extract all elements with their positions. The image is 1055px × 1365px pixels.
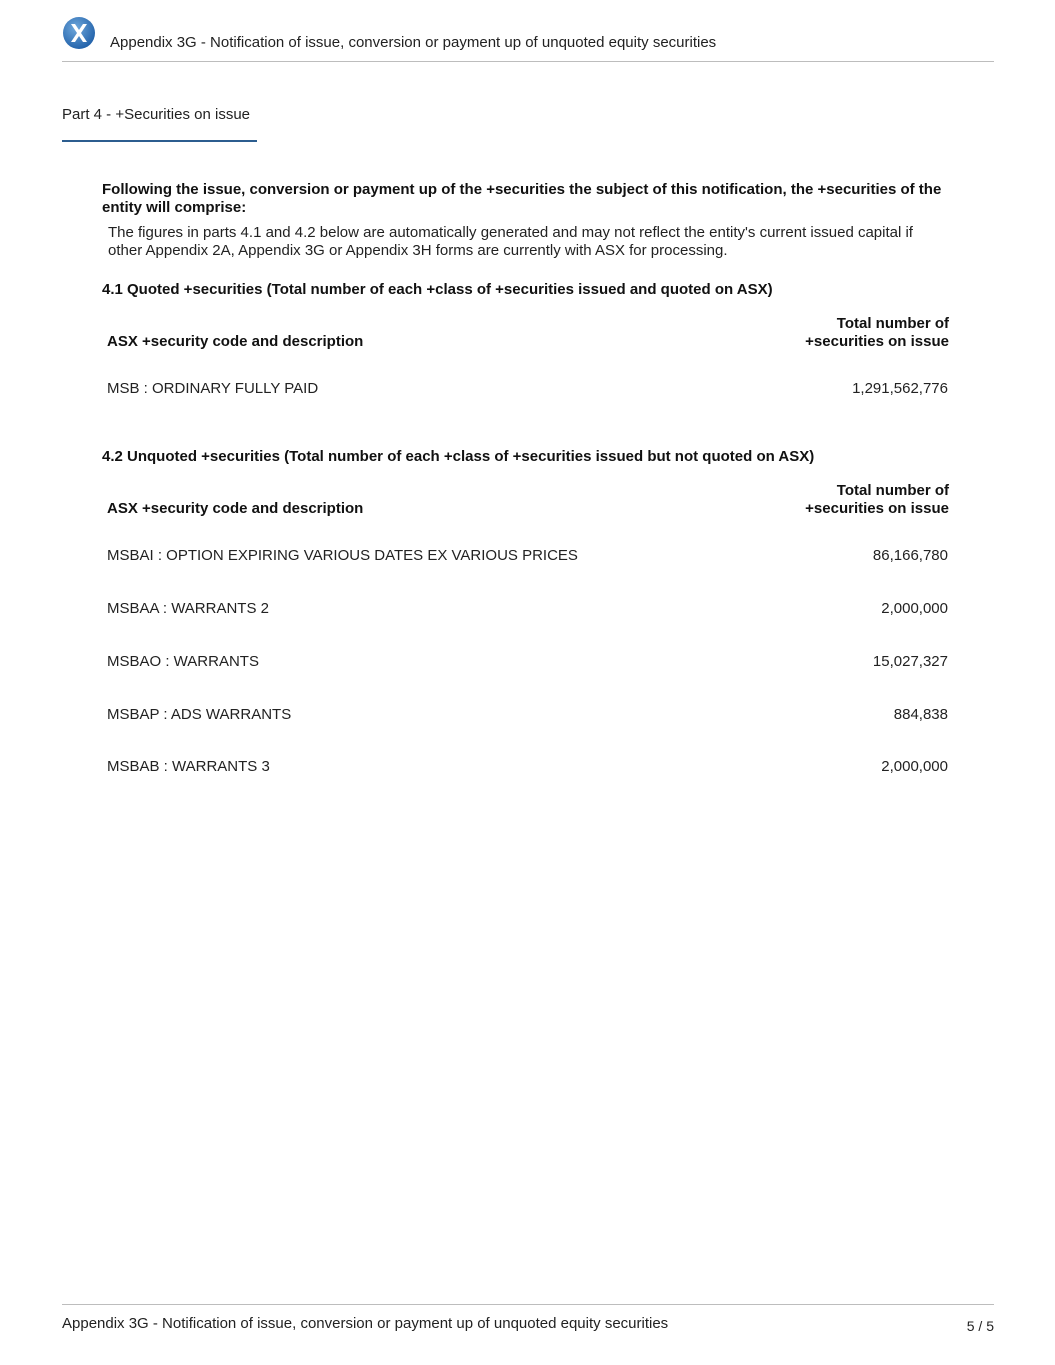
- security-total: 15,027,327: [872, 653, 948, 670]
- security-total: 86,166,780: [872, 547, 948, 564]
- table-row: [107, 706, 949, 726]
- page-number: 5 / 5: [966, 1318, 994, 1334]
- unquoted-col-description-header: ASX +security code and description: [107, 500, 364, 517]
- security-description: MSBAB : WARRANTS 3: [107, 758, 270, 775]
- unquoted-col-total-header: [805, 482, 949, 518]
- intro-statement: Following the issue, conversion or payment up of the +securities the subject of this notification, the +securities of the entity will comprise:: [102, 181, 942, 216]
- security-description: MSBAI : OPTION EXPIRING VARIOUS DATES EX VARIOUS PRICES: [107, 547, 578, 564]
- intro-note: The figures in parts 4.1 and 4.2 below are automatically generated and may not reflect the entity's current issued capital if other Appendix 2A, Appendix 3G or Appendix 3H forms are currently with ASX for processing.: [108, 224, 913, 259]
- unquoted-col-total-header-line2: +securities on issue: [805, 500, 949, 517]
- table-row: [107, 653, 949, 673]
- quoted-col-total-header-line2: +securities on issue: [805, 333, 949, 350]
- security-total: 1,291,562,776: [852, 380, 948, 397]
- quoted-col-total-header: [805, 315, 949, 351]
- security-description: MSBAO : WARRANTS: [107, 653, 259, 670]
- unquoted-col-total-header-line1: Total number of: [836, 482, 949, 499]
- asx-logo-icon: [62, 16, 96, 50]
- table-row: [107, 380, 949, 400]
- security-description: MSBAP : ADS WARRANTS: [107, 706, 292, 723]
- header-title: Appendix 3G - Notification of issue, conversion or payment up of unquoted equity securities: [110, 34, 717, 51]
- security-description: MSBAA : WARRANTS 2: [107, 600, 269, 617]
- security-total: 884,838: [893, 706, 948, 723]
- table-row: [107, 758, 949, 778]
- security-total: 2,000,000: [881, 758, 948, 775]
- footer-divider: [62, 1304, 994, 1305]
- table-row: [107, 600, 949, 620]
- security-total: 2,000,000: [881, 600, 948, 617]
- quoted-col-description-header: ASX +security code and description: [107, 333, 364, 350]
- page-header: [62, 14, 994, 62]
- table-row: [107, 547, 949, 567]
- quoted-col-total-header-line1: Total number of: [836, 315, 949, 332]
- part-4-tab: Part 4 - +Securities on issue: [62, 106, 251, 123]
- unquoted-securities-heading: 4.2 Unquoted +securities (Total number of each +class of +securities issued but not quoted on ASX): [102, 448, 815, 465]
- quoted-securities-heading: 4.1 Quoted +securities (Total number of each +class of +securities issued and quoted on ASX): [102, 281, 773, 298]
- part-tab-underline: [62, 140, 257, 142]
- security-description: MSB : ORDINARY FULLY PAID: [107, 380, 319, 397]
- footer-title: Appendix 3G - Notification of issue, conversion or payment up of unquoted equity securities: [62, 1315, 669, 1332]
